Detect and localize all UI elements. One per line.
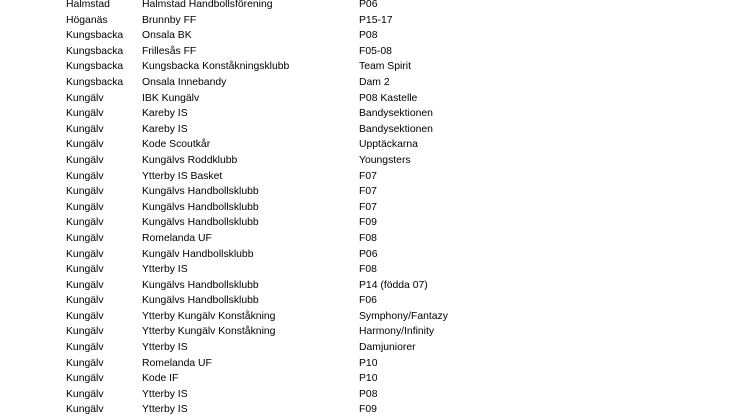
team-cell: F07	[359, 170, 377, 182]
city-cell: Kungälv	[66, 326, 104, 338]
table-row	[0, 44, 746, 60]
city-cell: Kungälv	[66, 248, 104, 260]
club-cell: Ytterby IS Basket	[142, 170, 223, 182]
city-cell: Kungsbacka	[66, 45, 124, 57]
table-row	[0, 293, 746, 309]
team-cell: Dam 2	[359, 76, 390, 88]
club-cell: Romelanda UF	[142, 232, 212, 244]
club-cell: Ytterby IS	[142, 388, 188, 400]
team-cell: Bandysektionen	[359, 123, 433, 135]
table-row	[0, 59, 746, 75]
table-row	[0, 278, 746, 294]
club-cell: Kungälvs Handbollsklubb	[142, 295, 259, 307]
team-cell: P06	[359, 0, 378, 10]
table-row	[0, 356, 746, 372]
club-cell: Ytterby IS	[142, 404, 188, 416]
city-cell: Kungälv	[66, 279, 104, 291]
table-row	[0, 137, 746, 153]
team-cell: Damjuniorer	[359, 342, 416, 354]
team-cell: P06	[359, 248, 378, 260]
club-cell: Kungälvs Roddklubb	[142, 154, 238, 166]
team-cell: P08 Kastelle	[359, 92, 418, 104]
club-cell: Brunnby FF	[142, 14, 197, 26]
table-row	[0, 247, 746, 263]
team-cell: F08	[359, 264, 377, 276]
city-cell: Kungälv	[66, 310, 104, 322]
club-cell: Onsala Innebandy	[142, 76, 227, 88]
table-row	[0, 122, 746, 138]
team-cell: Youngsters	[359, 154, 411, 166]
club-cell: Frillesås FF	[142, 45, 197, 57]
club-cell: Ytterby Kungälv Konståkning	[142, 310, 276, 322]
team-cell: P15-17	[359, 14, 393, 26]
city-cell: Kungsbacka	[66, 61, 124, 73]
club-cell: Kungälvs Handbollsklubb	[142, 279, 259, 291]
table-row	[0, 340, 746, 356]
team-cell: P10	[359, 357, 378, 369]
team-cell: P08	[359, 388, 378, 400]
club-cell: Kode IF	[142, 373, 179, 385]
table-row	[0, 387, 746, 403]
table-row	[0, 231, 746, 247]
city-cell: Kungsbacka	[66, 30, 124, 42]
table-row	[0, 402, 746, 418]
club-cell: Kungsbacka Konståkningsklubb	[142, 61, 290, 73]
club-cell: IBK Kungälv	[142, 92, 200, 104]
club-cell: Onsala BK	[142, 30, 192, 42]
team-cell: Bandysektionen	[359, 108, 433, 120]
city-cell: Kungälv	[66, 139, 104, 151]
table-row	[0, 153, 746, 169]
team-cell: P14 (födda 07)	[359, 279, 428, 291]
table-row	[0, 91, 746, 107]
club-cell: Kareby IS	[142, 123, 188, 135]
team-cell: F09	[359, 217, 377, 229]
city-cell: Kungälv	[66, 295, 104, 307]
club-cell: Ytterby IS	[142, 264, 188, 276]
city-cell: Kungälv	[66, 232, 104, 244]
table-row	[0, 215, 746, 231]
city-cell: Kungälv	[66, 108, 104, 120]
club-cell: Kareby IS	[142, 108, 188, 120]
team-cell: F06	[359, 295, 377, 307]
city-cell: Höganäs	[66, 14, 108, 26]
city-cell: Kungälv	[66, 217, 104, 229]
team-cell: Team Spirit	[359, 61, 411, 73]
table-row	[0, 324, 746, 340]
team-cell: F05-08	[359, 45, 392, 57]
table-row	[0, 309, 746, 325]
team-cell: P10	[359, 373, 378, 385]
city-cell: Kungsbacka	[66, 76, 124, 88]
city-cell: Kungälv	[66, 388, 104, 400]
city-cell: Kungälv	[66, 404, 104, 416]
team-cell: F07	[359, 186, 377, 198]
club-cell: Kungälvs Handbollsklubb	[142, 217, 259, 229]
city-cell: Halmstad	[66, 0, 110, 10]
city-cell: Kungälv	[66, 201, 104, 213]
table-row	[0, 371, 746, 387]
city-cell: Kungälv	[66, 186, 104, 198]
city-cell: Kungälv	[66, 357, 104, 369]
table-row	[0, 0, 746, 13]
team-cell: F09	[359, 404, 377, 416]
city-cell: Kungälv	[66, 92, 104, 104]
table-row	[0, 28, 746, 44]
club-cell: Ytterby Kungälv Konståkning	[142, 326, 276, 338]
table-row	[0, 13, 746, 29]
table-row	[0, 200, 746, 216]
table-row	[0, 169, 746, 185]
city-cell: Kungälv	[66, 154, 104, 166]
team-cell: F08	[359, 232, 377, 244]
team-cell: Symphony/Fantazy	[359, 310, 448, 322]
club-cell: Halmstad Handbollsförening	[142, 0, 273, 10]
club-cell: Kungälvs Handbollsklubb	[142, 201, 259, 213]
city-cell: Kungälv	[66, 123, 104, 135]
city-cell: Kungälv	[66, 264, 104, 276]
city-cell: Kungälv	[66, 373, 104, 385]
table-row	[0, 106, 746, 122]
club-cell: Kungälv Handbollsklubb	[142, 248, 254, 260]
team-cell: F07	[359, 201, 377, 213]
club-cell: Kode Scoutkår	[142, 139, 211, 151]
team-cell: P08	[359, 30, 378, 42]
city-cell: Kungälv	[66, 170, 104, 182]
club-cell: Romelanda UF	[142, 357, 212, 369]
club-cell: Ytterby IS	[142, 342, 188, 354]
city-cell: Kungälv	[66, 342, 104, 354]
table-row	[0, 75, 746, 91]
club-cell: Kungälvs Handbollsklubb	[142, 186, 259, 198]
team-cell: Harmony/Infinity	[359, 326, 435, 338]
team-cell: Upptäckarna	[359, 139, 418, 151]
table-row	[0, 184, 746, 200]
table-row	[0, 262, 746, 278]
